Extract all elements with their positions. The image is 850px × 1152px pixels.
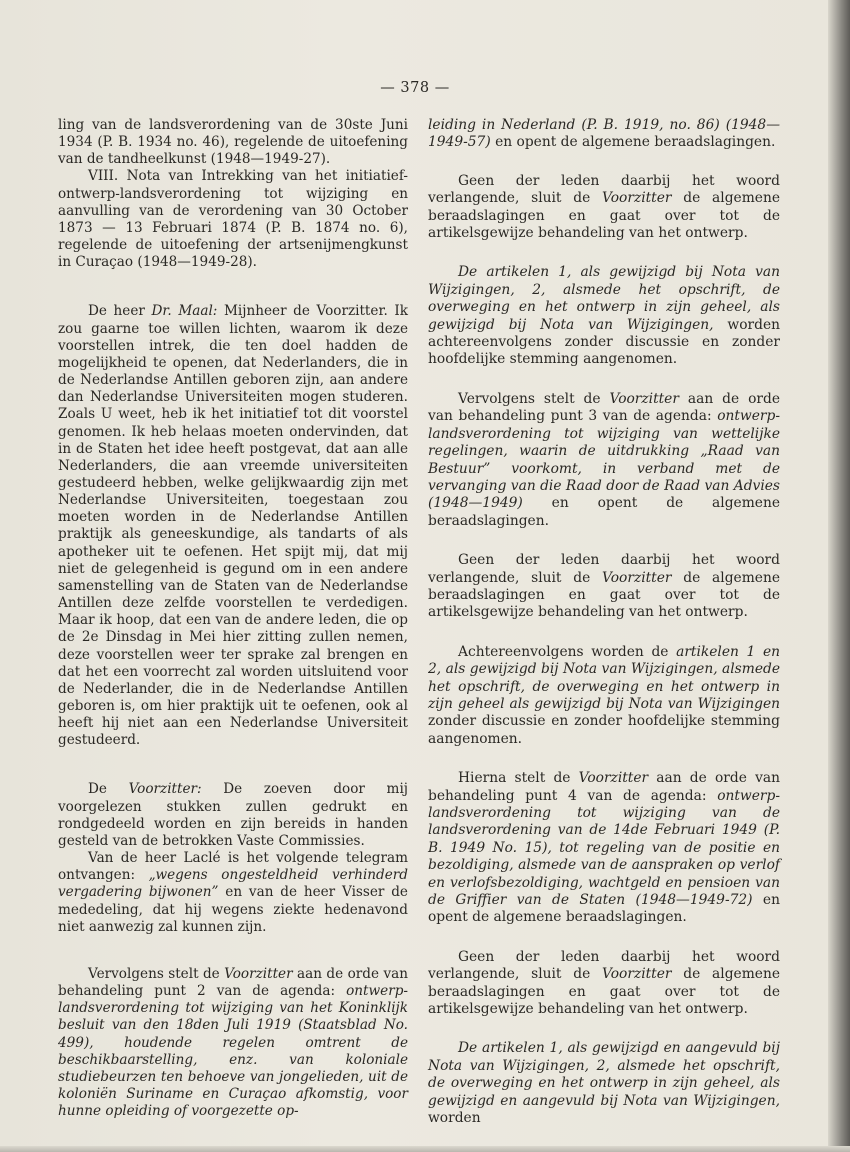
paragraph-left-1: ling van de landsverordening van de 30ste Juni 1934 (P. B. 1934 no. 46), regelende de uitoefening van de tandheelkunst (1948—1949-27). [58, 117, 408, 168]
speaker-name: Voorzitter: [128, 781, 202, 798]
paragraph-right-2: Geen der leden daarbij het woord verlangende, sluit de Voorzitter de algemene beraadslagingen en gaat over tot de artikelsgewijze behandeling van het ontwerp. [428, 172, 780, 242]
page-bottom-edge [0, 1146, 850, 1152]
paragraph-right-4-agenda-3: Vervolgens stelt de Voorzitter aan de orde van behandeling punt 3 van de agenda: ontwerp-landsverordening tot wijziging van wettelijke regelingen, waarin de uitdrukking „Raad van Bestuur” voorkomt, in verband met de vervanging van die Raad door de Raad van Advies (1948—1949) en opent de algemene beraadslagingen. [428, 390, 780, 529]
paragraph-left-2-nota-intrekking: VIII. Nota van Intrekking van het initiatief-ontwerp-landsverordening tot wijziging en aanvulling van de verordening van 30 October 1873 — 13 Februari 1874 (P. B. 1874 no. 6), regelende de uitoefening der artsenijmengkunst in Curaçao (1948—1949-28). [58, 168, 408, 271]
paragraph-right-8: Geen der leden daarbij het woord verlangende, sluit de Voorzitter de algemene beraadslagingen en gaat over tot de artikelsgewijze behandeling van het ontwerp. [428, 948, 780, 1018]
page-edge-shadow [828, 0, 850, 1152]
paragraph-right-9: De artikelen 1, als gewijzigd en aangevuld bij Nota van Wijzigingen, 2, alsmede het opschrift, de overweging en het ontwerp in zijn geheel, als gewijzigd en aangevuld bij Nota van Wijzigingen, worden [428, 1040, 780, 1127]
left-column [58, 117, 408, 1120]
paragraph-right-5: Geen der leden daarbij het woord verlangende, sluit de Voorzitter de algemene beraadslagingen en gaat over tot de artikelsgewijze behandeling van het ontwerp. [428, 552, 780, 621]
paragraph-right-7-agenda-4: Hierna stelt de Voorzitter aan de orde van behandeling punt 4 van de agenda: ontwerp-landsverordening tot wijziging van de landsverordening van de 14de Februari 1949 (P. B. 1949 No. 15), tot regeling van de positie en bezoldiging, alsmede van de aanspraken op verlof en verlofsbezoldiging, wachtgeld en pensioen van de Griffier van de Staten (1948—1949-72) en opent de algemene beraadslagingen. [428, 770, 780, 926]
right-column [428, 117, 780, 1128]
paragraph-left-5-telegram: Van de heer Laclé is het volgende telegram ontvangen: „wegens ongesteldheid verhinderd vergadering bijwonen” en van de heer Visser de mededeling, dat hij wegens ziekte hedenavond niet aanwezig zal kunnen zijn. [58, 850, 409, 935]
paragraph-right-3: De artikelen 1, als gewijzigd bij Nota van Wijzigingen, 2, alsmede het opschrift, de overweging en het ontwerp in zijn geheel, als gewijzigd bij Nota van Wijzigingen, worden achtereenvolgens zonder discussie en zonder hoofdelijke stemming aangenomen. [428, 264, 780, 368]
paragraph-left-6-agenda-2: Vervolgens stelt de Voorzitter aan de orde van behandeling punt 2 van de agenda: ontwerp-landsverordening tot wijziging van het Koninklijk besluit van den 18den Juli 1919 (Staatsblad No. 499), houdende regelen omtrent de beschikbaarstelling, enz. van koloniale studiebeurzen ten behoeve van jongelieden, uit de koloniën Suriname en Curaçao afkomstig, voor hunne opleiding of voorgezette op- [58, 965, 408, 1120]
paragraph-right-1: leiding in Nederland (P. B. 1919, no. 86) (1948—1949-57) en opent de algemene beraadslagingen. [428, 117, 780, 151]
paragraph-left-4-voorzitter: De Voorzitter: De zoeven door mij voorgelezen stukken zullen gedrukt en rondgedeeld worden en zijn bereids in handen gesteld van de betrokken Vaste Commissies. [58, 781, 409, 849]
speaker-name: Dr. Maal: [151, 303, 218, 320]
paragraph-left-3-dr-maal: De heer Dr. Maal: Mijnheer de Voorzitter. Ik zou gaarne toe willen lichten, waarom ik deze voorstellen intrek, die ten doel hadden de mogelijkheid te openen, dat Nederlanders, die in de Nederlandse Antillen geboren zijn, aan andere dan Nederlandse Universiteiten mogen studeren. Zoals U weet, heb ik het initiatief tot dit voorstel genomen. Ik heb helaas moeten ondervinden, dat in de Staten het idee heeft postgevat, dat aan alle Nederlanders, die aan vreemde universiteiten gestudeerd hebben, welke gelijkwaardig zijn met Nederlandse Universiteiten, toegestaan zou moeten worden in de Nederlandse Antillen praktijk als geneeskundige, als tandarts of als apotheker uit te oefenen. Het spijt mij, dat mij niet de gelegenheid is gegund om in een andere samenstelling van de Staten van de Nederlandse Antillen deze zelfde voorstellen te verdedigen. Maar ik hoop, dat een van de andere leden, die op de 2e Dinsdag in Mei hier zitting zullen nemen, deze voorstellen weer ter sprake zal brengen en dat het een voorrecht zal worden uitsluitend voor de Nederlander, die in de Nederlandse Antillen geboren is, om hier praktijk uit te oefenen, ook al heeft hij niet aan een Nederlandse Universiteit gestudeerd. [58, 303, 408, 749]
page-number: — 378 — [380, 80, 450, 96]
paragraph-right-6: Achtereenvolgens worden de artikelen 1 en 2, als gewijzigd bij Nota van Wijzigingen, alsmede het opschrift, de overweging en het ontwerp in zijn geheel als gewijzigd bij Nota van Wijzigingen zonder discussie en zonder hoofdelijke stemming aangenomen. [428, 643, 780, 747]
